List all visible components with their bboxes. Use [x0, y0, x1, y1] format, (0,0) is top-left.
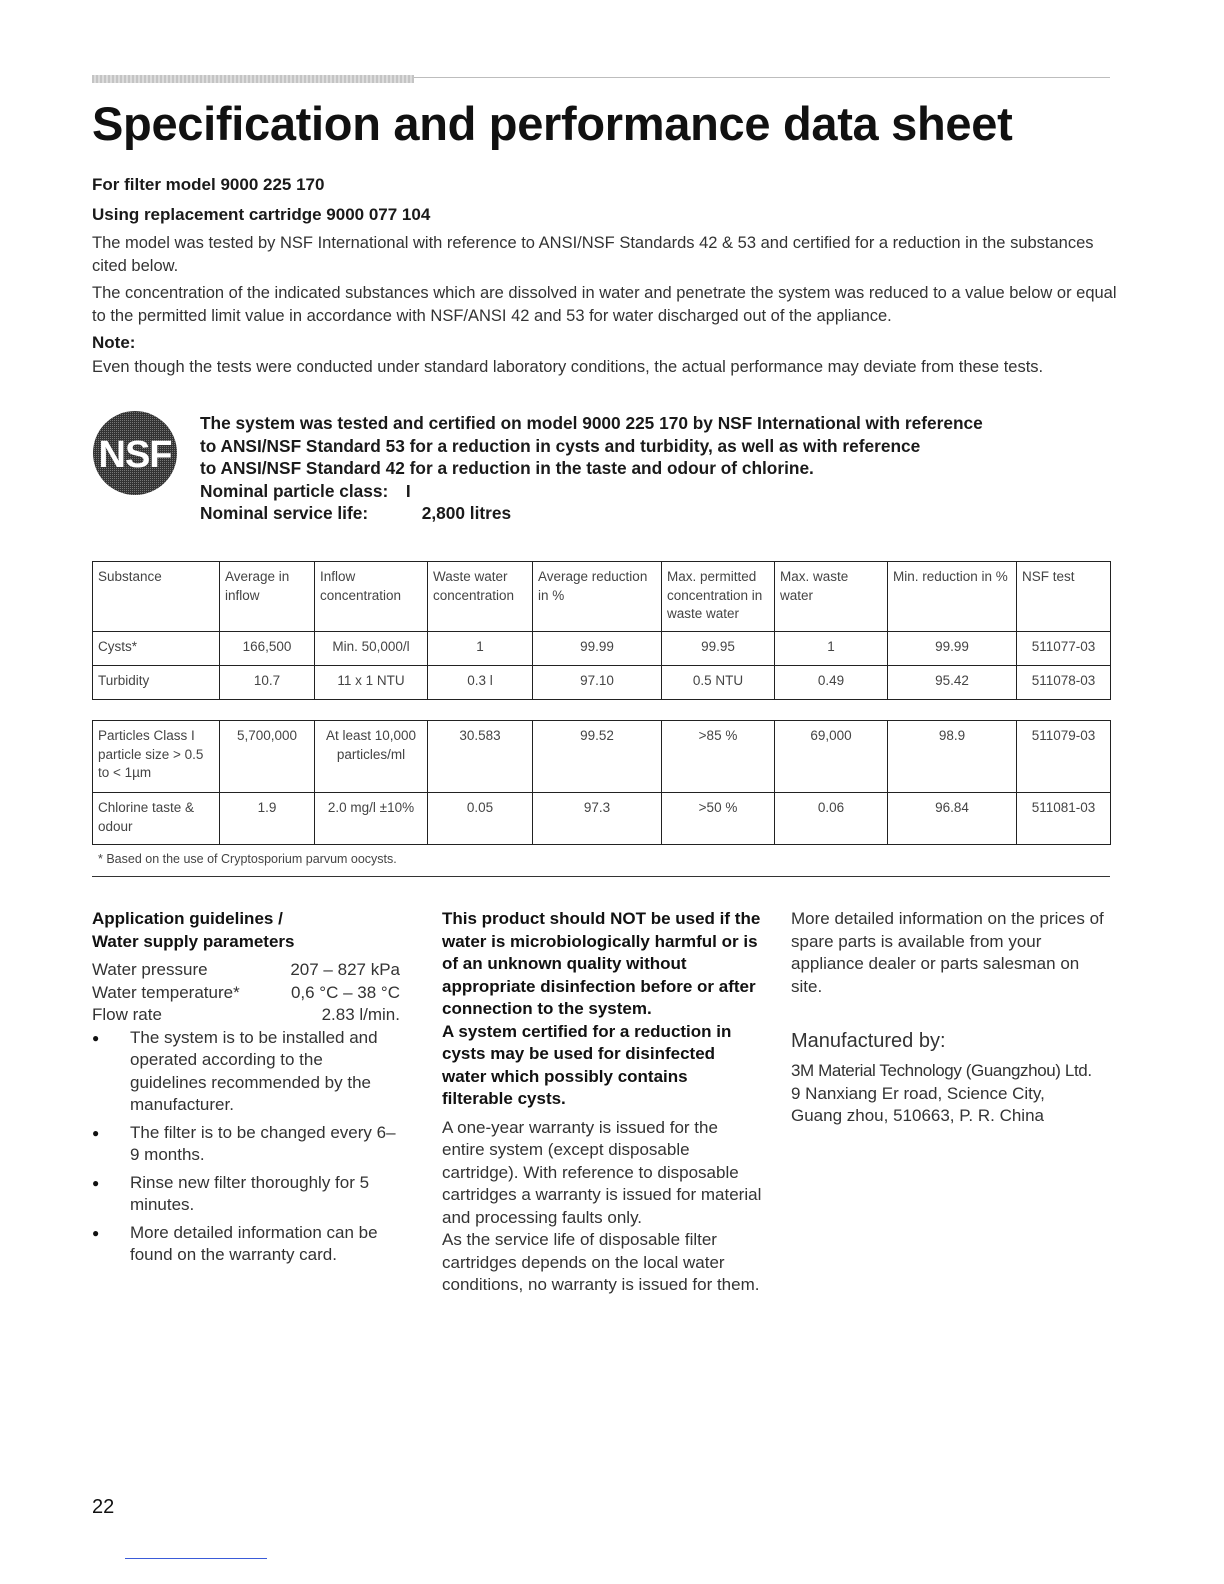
param-row: [92, 1004, 400, 1027]
list-item: ● The filter is to be changed every 6–9 months.: [92, 1122, 400, 1167]
table-cell: 99.99: [888, 632, 1017, 666]
manufacturer-name: 3M Material Technology (Guangzhou) Ltd.: [791, 1061, 1092, 1080]
guidelines-list: [92, 1027, 412, 1267]
list-item: ● Rinse new filter thoroughly for 5 minutes.: [92, 1172, 400, 1217]
manufacturer-address-1: 9 Nanxiang Er road, Science City,: [791, 1083, 1045, 1103]
guidelines-heading-2: Water supply parameters: [92, 931, 295, 951]
particle-class-row: [200, 480, 1100, 503]
filter-model: For filter model 9000 225 170: [92, 175, 325, 194]
note-text: Even though the tests were conducted under standard laboratory conditions, the actual performance may deviate from these tests.: [92, 358, 1044, 376]
param-row: [92, 959, 400, 982]
service-life-text: As the service life of disposable filter cartridges depends on the local water conditions, no warranty is issued for them.: [442, 1230, 760, 1294]
spare-parts-text: More detailed information on the prices of spare parts is available from your appliance dealer or parts salesman on site.: [791, 909, 1104, 996]
param-value: 0,6 °C – 38 °C: [290, 982, 400, 1002]
table-cell: At least 10,000 particles/ml: [315, 721, 428, 793]
param-label: Flow rate: [92, 1005, 162, 1024]
param-label: Water pressure: [92, 960, 208, 979]
param-value: 2.83 l/min.: [321, 1005, 400, 1024]
header-cell: NSF test: [1017, 562, 1111, 632]
service-life-label: Nominal service life:: [200, 503, 369, 523]
table-cell: 511081-03: [1017, 793, 1111, 845]
particle-class-value: I: [405, 480, 411, 501]
table-cell: 69,000: [775, 721, 888, 793]
table-cell: 98.9: [888, 721, 1017, 793]
header-cell: Substance: [93, 562, 220, 632]
intro-paragraph-2: The concentration of the indicated substances which are dissolved in water and penetrate the system was reduced to a value below or equal to the permitted limit value in accordance with NSF/ANSI 42 and 53 for water discharged out of the appliance.: [92, 284, 1117, 325]
param-label: Water temperature*: [92, 982, 240, 1002]
page-title: Specification and performance data sheet: [92, 97, 1013, 150]
note-label: Note:: [92, 333, 136, 352]
service-life-row: [200, 502, 1100, 525]
table-cell: 1: [775, 632, 888, 666]
table-cell: 10.7: [220, 666, 315, 700]
intro-paragraph-1: The model was tested by NSF International with reference to ANSI/NSF Standards 42 & 53 and certified for a reduction in the substances cited below.: [92, 234, 1094, 275]
table-cell: 96.84: [888, 793, 1017, 845]
table-row: [93, 632, 1111, 666]
param-value: 207 – 827 kPa: [290, 960, 400, 979]
table-footnote: * Based on the use of Cryptosporium parvum oocysts.: [98, 852, 397, 866]
cartridge-model: Using replacement cartridge 9000 077 104: [92, 205, 431, 224]
manufacturer-address-2: Guang zhou, 510663, P. R. China: [791, 1106, 1044, 1125]
performance-table-1: [92, 561, 1111, 700]
param-row: [92, 982, 400, 1005]
table-header-row: [93, 562, 1111, 632]
table-row: [93, 721, 1111, 793]
top-rule-accent: [92, 75, 414, 83]
manufacturer-column: [791, 908, 1121, 1128]
table-cell: 511078-03: [1017, 666, 1111, 700]
table-cell: 95.42: [888, 666, 1017, 700]
warning-column: [442, 908, 762, 1297]
table-cell: >50 %: [662, 793, 775, 845]
table-cell: 0.49: [775, 666, 888, 700]
manufactured-by-label: Manufactured by:: [791, 1030, 946, 1052]
table-cell: 0.06: [775, 793, 888, 845]
service-life-value: 2,800 litres: [421, 503, 512, 523]
header-cell: Inflow concentration: [315, 562, 428, 632]
table-cell: 11 x 1 NTU: [315, 666, 428, 700]
table-cell: 99.99: [533, 632, 662, 666]
table-cell: 0.5 NTU: [662, 666, 775, 700]
bottom-link-underline: [125, 1558, 267, 1559]
table-cell: 511077-03: [1017, 632, 1111, 666]
particle-class-label: Nominal particle class:: [200, 480, 389, 501]
warning-text-1: This product should NOT be used if the water is microbiologically harmful or is of an unknown quality without appropriate disinfection before or after connection to the system.: [442, 909, 761, 1018]
section-divider: [92, 876, 1110, 877]
nsf-logo-text: NSF: [98, 434, 172, 476]
table-cell: 1: [428, 632, 533, 666]
warning-text-2: A system certified for a reduction in cysts may be used for disinfected water which possibly contains filterable cysts.: [442, 1021, 732, 1108]
table-cell: >85 %: [662, 721, 775, 793]
table-cell: Particles Class I particle size > 0.5 to < 1µm: [93, 721, 220, 793]
header-cell: Average in inflow: [220, 562, 315, 632]
performance-table-2: [92, 720, 1111, 845]
table-cell: 30.583: [428, 721, 533, 793]
table-cell: 97.3: [533, 793, 662, 845]
table-cell: 97.10: [533, 666, 662, 700]
header-cell: Max. permitted concentration in waste water: [662, 562, 775, 632]
page-number: 22: [92, 1496, 115, 1518]
table-cell: 0.05: [428, 793, 533, 845]
nsf-line-1: The system was tested and certified on model 9000 225 170 by NSF International with reference: [200, 413, 983, 433]
warranty-text: A one-year warranty is issued for the entire system (except disposable cartridge). With reference to disposable cartridges a warranty is issued for material and processing faults only.: [442, 1117, 762, 1227]
header-cell: Average reduction in %: [533, 562, 662, 632]
header-cell: Min. reduction in %: [888, 562, 1017, 632]
header-cell: Max. waste water: [775, 562, 888, 632]
table-cell: 511079-03: [1017, 721, 1111, 793]
nsf-line-3: to ANSI/NSF Standard 42 for a reduction in the taste and odour of chlorine.: [200, 458, 814, 478]
list-item: ● More detailed information can be found on the warranty card.: [92, 1222, 400, 1267]
table-cell: 166,500: [220, 632, 315, 666]
guidelines-heading-1: Application guidelines /: [92, 909, 283, 928]
table-cell: 5,700,000: [220, 721, 315, 793]
table-cell: 99.95: [662, 632, 775, 666]
table-cell: 99.52: [533, 721, 662, 793]
nsf-logo: [92, 410, 178, 496]
application-guidelines-column: [92, 908, 412, 1272]
table-cell: Min. 50,000/l: [315, 632, 428, 666]
table-cell: Turbidity: [93, 666, 220, 700]
table-cell: 1.9: [220, 793, 315, 845]
table-cell: 2.0 mg/l ±10%: [315, 793, 428, 845]
table-cell: 0.3 l: [428, 666, 533, 700]
header-cell: Waste water concentration: [428, 562, 533, 632]
table-row: [93, 793, 1111, 845]
list-item: ● The system is to be installed and operated according to the guidelines recommended by the manufacturer.: [92, 1027, 400, 1117]
nsf-certification: [200, 412, 1100, 525]
table-row: [93, 666, 1111, 700]
nsf-line-2: to ANSI/NSF Standard 53 for a reduction in cysts and turbidity, as well as with reference: [200, 435, 921, 456]
table-cell: Chlorine taste & odour: [93, 793, 220, 845]
table-cell: Cysts*: [93, 632, 220, 666]
